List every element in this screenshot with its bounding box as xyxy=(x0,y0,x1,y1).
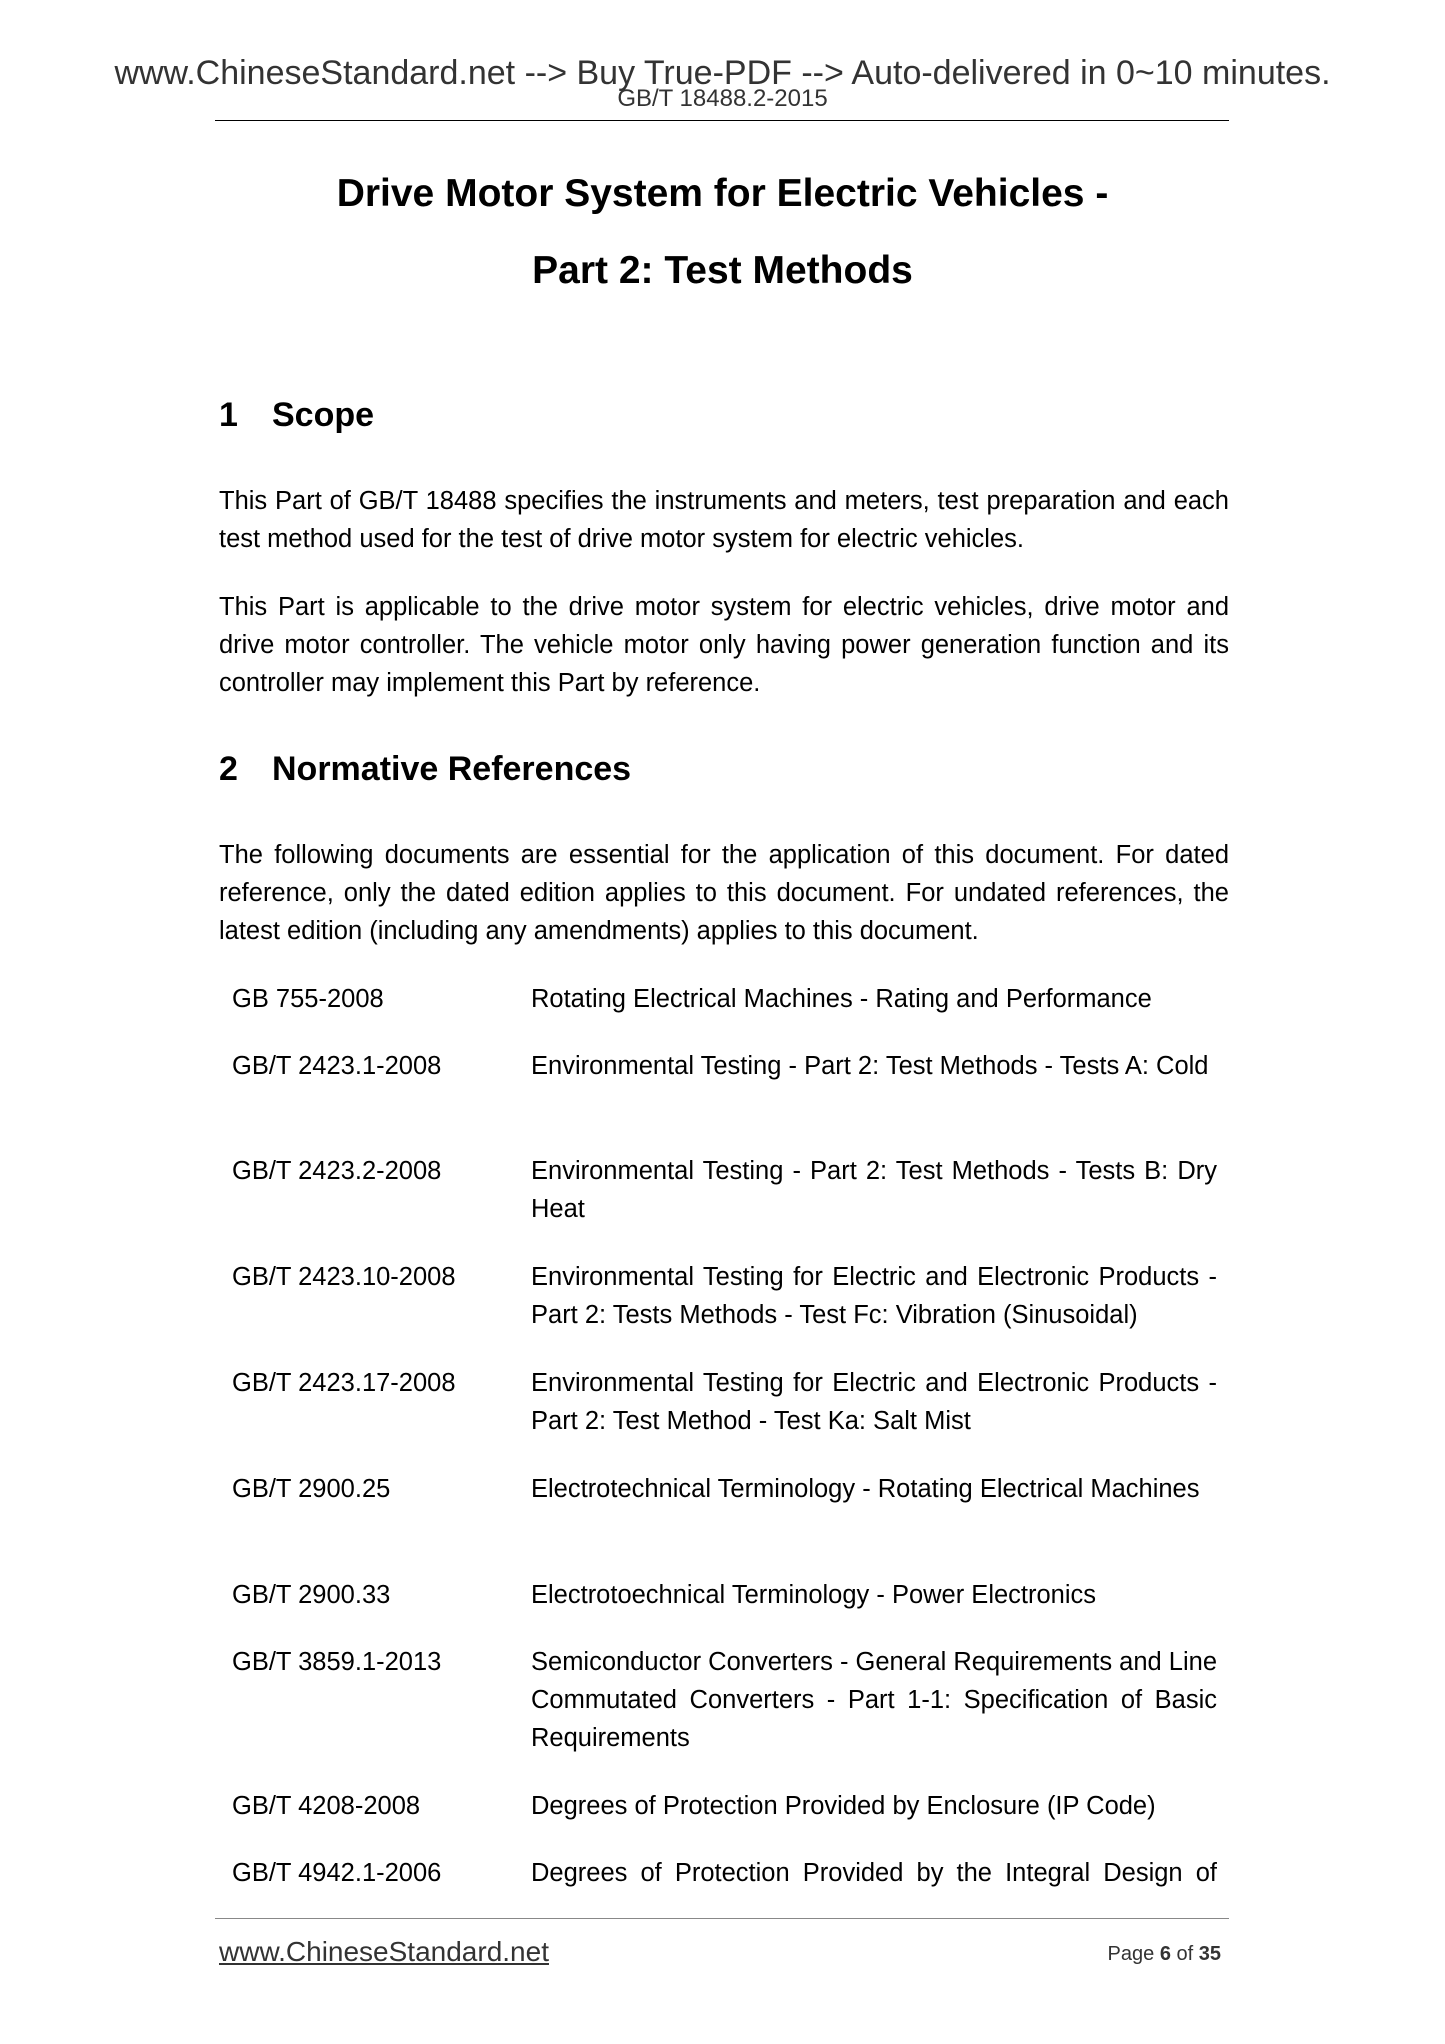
standard-code: GB/T 18488.2-2015 xyxy=(617,85,828,112)
reference-code: GB/T 4208-2008 xyxy=(232,1792,421,1820)
reference-title: Environmental Testing - Part 2: Test Methods - Tests A: Cold xyxy=(531,1052,1209,1080)
reference-code: GB/T 2423.2-2008 xyxy=(232,1157,442,1185)
reference-code: GB/T 2423.10-2008 xyxy=(232,1263,456,1291)
page-total: 35 xyxy=(1198,1943,1221,1965)
reference-title: Environmental Testing for Electric and Electronic Products - Part 2: Tests Methods - Test Fc: Vibration (Sinusoidal) xyxy=(531,1263,1217,1329)
reference-code: GB/T 2423.1-2008 xyxy=(232,1052,442,1080)
page-label: Page xyxy=(1107,1943,1155,1965)
document-title-line2: Part 2: Test Methods xyxy=(532,249,913,292)
scope-paragraph-2: This Part is applicable to the drive motor system for electric vehicles, drive motor and drive motor controller. The vehicle motor only having power generation function and its controller may implement this Part by reference. xyxy=(219,593,1229,697)
reference-code: GB/T 4942.1-2006 xyxy=(232,1859,442,1887)
reference-title: Degrees of Protection Provided by the Integral Design of xyxy=(531,1859,1217,1887)
reference-title: Electrotechnical Terminology - Rotating Electrical Machines xyxy=(531,1475,1200,1503)
reference-title: Environmental Testing - Part 2: Test Methods - Tests B: Dry Heat xyxy=(531,1157,1217,1223)
reference-title: Electrotoechnical Terminology - Power Electronics xyxy=(531,1581,1097,1609)
reference-title: Degrees of Protection Provided by Enclosure (IP Code) xyxy=(531,1792,1156,1820)
document-title-line1: Drive Motor System for Electric Vehicles - xyxy=(336,172,1109,215)
footer-site-link[interactable]: www.ChineseStandard.net xyxy=(219,1936,549,1967)
reference-code: GB 755-2008 xyxy=(232,985,384,1013)
section-heading-scope xyxy=(219,398,374,432)
page-of: of xyxy=(1176,1943,1194,1965)
reference-code: GB/T 2423.17-2008 xyxy=(232,1369,456,1397)
reference-title: Rotating Electrical Machines - Rating and Performance xyxy=(531,985,1152,1013)
reference-code: GB/T 3859.1-2013 xyxy=(232,1648,442,1676)
references-intro-paragraph: The following documents are essential for the application of this document. For dated reference, only the dated edition applies to this document. For undated references, the latest edition (including any amendments) applies to this document. xyxy=(219,841,1229,945)
reference-title: Semiconductor Converters - General Requirements and Line Commutated Converters - Part 1-1: Specification of Basic Requirements xyxy=(531,1648,1218,1752)
page-indicator xyxy=(1108,1944,1221,1964)
top-banner: www.ChineseStandard.net --> Buy True-PDF --> Auto-delivered in 0~10 minutes. xyxy=(114,54,1331,92)
page-current: 6 xyxy=(1159,1943,1171,1965)
header-divider xyxy=(215,120,1229,121)
reference-title: Environmental Testing for Electric and Electronic Products - Part 2: Test Method - Test Ka: Salt Mist xyxy=(531,1369,1217,1435)
reference-code: GB/T 2900.33 xyxy=(232,1581,391,1609)
footer-divider xyxy=(215,1918,1229,1919)
reference-code: GB/T 2900.25 xyxy=(232,1475,391,1503)
scope-paragraph-1: This Part of GB/T 18488 specifies the instruments and meters, test preparation and each test method used for the test of drive motor system for electric vehicles. xyxy=(219,487,1229,553)
section-heading-normative-references xyxy=(219,752,631,786)
section-title: Scope xyxy=(272,396,375,434)
section-number: 2 xyxy=(219,750,238,788)
section-number: 1 xyxy=(219,396,238,434)
section-title: Normative References xyxy=(272,750,632,788)
